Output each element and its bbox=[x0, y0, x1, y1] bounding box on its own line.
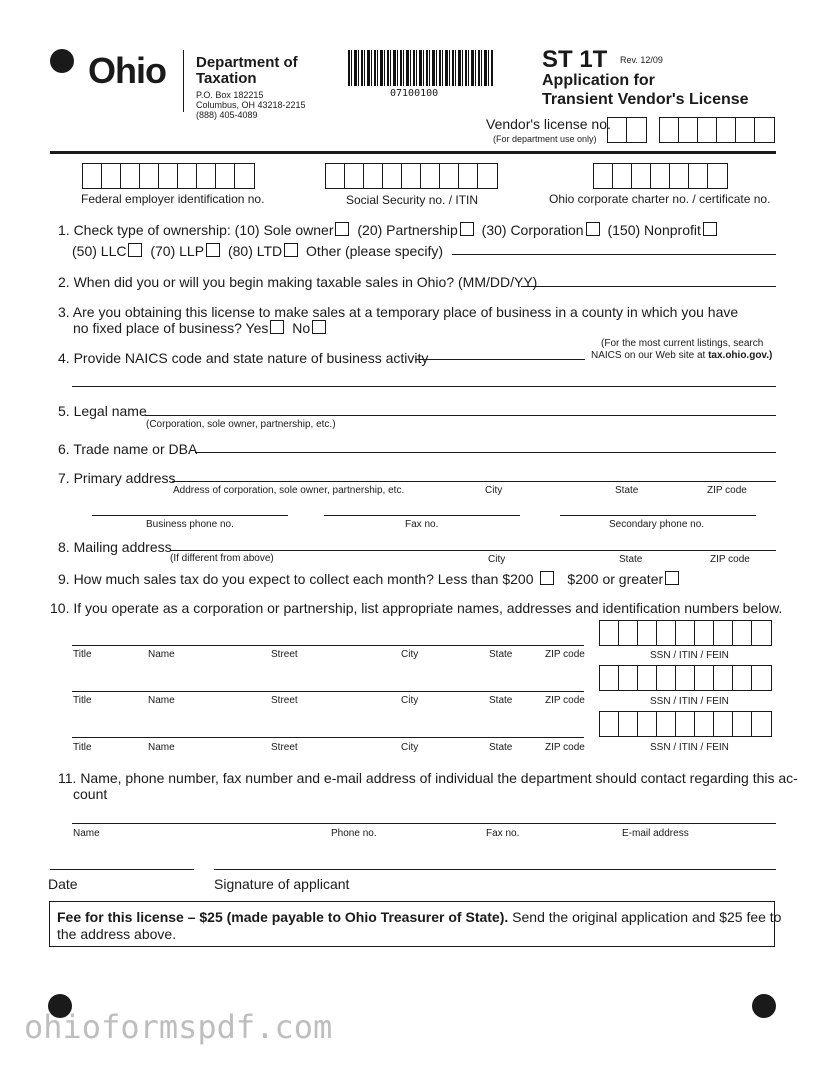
contact-phone-label: Phone no. bbox=[331, 828, 377, 839]
revision: Rev. 12/09 bbox=[620, 55, 663, 65]
naics-note-text: NAICS on our Web site at bbox=[591, 350, 706, 361]
opt-llp: (70) LLP bbox=[150, 243, 205, 259]
vendor-license-note: (For department use only) bbox=[493, 134, 597, 144]
col-state: State bbox=[489, 695, 513, 706]
contact-email-label: E-mail address bbox=[622, 828, 689, 839]
q3-label: 3. Are you obtaining this license to make sales at a temporary place of business in a county in which you have bbox=[58, 304, 739, 320]
officer-line-2[interactable] bbox=[72, 691, 584, 692]
barcode bbox=[348, 50, 494, 86]
opt-corporation: (30) Corporation bbox=[481, 222, 584, 238]
col-city: City bbox=[401, 742, 419, 753]
col-zip: ZIP code bbox=[545, 649, 585, 660]
city-label: City bbox=[485, 485, 503, 496]
col-zip: ZIP code bbox=[545, 695, 585, 706]
business-activity-line[interactable] bbox=[72, 386, 776, 387]
q10-label: 10. If you operate as a corporation or partnership, list appropriate names, addresses and identification numbers below. bbox=[50, 600, 783, 616]
vendor-license-input-a[interactable] bbox=[607, 117, 647, 143]
mailing-address-line[interactable] bbox=[170, 550, 776, 551]
zip-label: ZIP code bbox=[707, 485, 747, 496]
mailing-hint: (If different from above) bbox=[170, 553, 274, 564]
ssn-input[interactable] bbox=[325, 163, 498, 189]
opt-nonprofit: (150) Nonprofit bbox=[607, 222, 701, 238]
trade-name-line[interactable] bbox=[195, 452, 776, 453]
watermark: ohioformspdf.com bbox=[24, 1008, 333, 1046]
legal-name-hint: (Corporation, sole owner, partnership, etc.) bbox=[146, 419, 336, 430]
q5-label: 5. Legal name bbox=[58, 403, 147, 419]
q3-yes: Yes bbox=[245, 320, 269, 336]
mailing-city-label: City bbox=[488, 554, 506, 565]
address-line: P.O. Box 182215 bbox=[196, 90, 264, 100]
q3-label-2: no fixed place of business? bbox=[73, 320, 242, 336]
charter-label: Ohio corporate charter no. / certificate no. bbox=[549, 192, 771, 206]
q6-label: 6. Trade name or DBA bbox=[58, 441, 198, 457]
naics-note: (For the most current listings, search bbox=[601, 338, 764, 349]
checkbox-no[interactable] bbox=[312, 320, 326, 334]
vendor-license-input-b[interactable] bbox=[659, 117, 775, 143]
officer-id-input-2[interactable] bbox=[599, 665, 772, 691]
charter-input[interactable] bbox=[593, 163, 728, 189]
tax-website-link[interactable]: tax.ohio.gov.) bbox=[708, 350, 773, 361]
address-line: Columbus, OH 43218-2215 bbox=[196, 100, 306, 110]
fein-label: Federal employer identification no. bbox=[81, 192, 265, 206]
q4-label: 4. Provide NAICS code and state nature of business activity bbox=[58, 350, 429, 366]
legal-name-line[interactable] bbox=[145, 415, 776, 416]
other-specify-line[interactable] bbox=[452, 254, 776, 255]
naics-note-2 bbox=[591, 350, 772, 361]
checkbox-nonprofit[interactable] bbox=[703, 222, 717, 236]
start-date-line[interactable] bbox=[521, 286, 776, 287]
business-phone-label: Business phone no. bbox=[146, 519, 234, 530]
col-city: City bbox=[401, 695, 419, 706]
q11-label: 11. Name, phone number, fax number and e-mail address of individual the department should contact regarding this ac- bbox=[58, 770, 798, 786]
col-name: Name bbox=[148, 649, 175, 660]
mailing-zip-label: ZIP code bbox=[710, 554, 750, 565]
checkbox-less-than-200[interactable] bbox=[540, 571, 554, 585]
fax-line[interactable] bbox=[324, 515, 520, 516]
col-street: Street bbox=[271, 742, 298, 753]
date-line[interactable] bbox=[50, 869, 194, 870]
col-city: City bbox=[401, 649, 419, 660]
header-rule bbox=[50, 151, 776, 154]
col-title: Title bbox=[73, 649, 92, 660]
col-street: Street bbox=[271, 695, 298, 706]
logo-divider bbox=[183, 50, 184, 112]
form-title-2: Transient Vendor's License bbox=[542, 91, 749, 108]
secondary-phone-label: Secondary phone no. bbox=[609, 519, 705, 530]
officer-line-3[interactable] bbox=[72, 737, 584, 738]
q2-label: 2. When did you or will you begin making taxable sales in Ohio? (MM/DD/YY) bbox=[58, 274, 538, 290]
fee-bold-text: Fee for this license – $25 (made payable to Ohio Treasurer of State). bbox=[57, 909, 509, 925]
col-id: SSN / ITIN / FEIN bbox=[650, 696, 729, 707]
address-line: (888) 405-4089 bbox=[196, 110, 258, 120]
col-state: State bbox=[489, 649, 513, 660]
fein-input[interactable] bbox=[82, 163, 255, 189]
business-phone-line[interactable] bbox=[92, 515, 288, 516]
opt-ltd: (80) LTD bbox=[227, 243, 283, 259]
q8-label: 8. Mailing address bbox=[58, 539, 172, 555]
ohio-logo: Ohio bbox=[88, 50, 166, 91]
q9-label: 9. How much sales tax do you expect to collect each month? Less than $200 bbox=[58, 571, 534, 587]
registration-mark bbox=[752, 994, 776, 1018]
q9-opt2: $200 or greater bbox=[567, 571, 664, 587]
naics-line[interactable] bbox=[415, 359, 585, 360]
ownership-row-2 bbox=[72, 243, 443, 259]
ownership-question: 1. Check type of ownership: bbox=[58, 222, 231, 238]
checkbox-200-or-greater[interactable] bbox=[665, 571, 679, 585]
checkbox-sole-owner[interactable] bbox=[335, 222, 349, 236]
officer-id-input-3[interactable] bbox=[599, 711, 772, 737]
ssn-label: Social Security no. / ITIN bbox=[346, 193, 479, 207]
q9-row bbox=[58, 571, 683, 587]
opt-llc: (50) LLC bbox=[72, 243, 127, 259]
col-id: SSN / ITIN / FEIN bbox=[650, 742, 729, 753]
contact-fax-label: Fax no. bbox=[486, 828, 520, 839]
address-hint: Address of corporation, sole owner, partnership, etc. bbox=[173, 485, 405, 496]
q7-label: 7. Primary address bbox=[58, 470, 176, 486]
signature-label: Signature of applicant bbox=[214, 876, 350, 892]
date-label: Date bbox=[48, 876, 78, 892]
col-name: Name bbox=[148, 695, 175, 706]
q3-no: No bbox=[292, 320, 311, 336]
col-id: SSN / ITIN / FEIN bbox=[650, 650, 729, 661]
ownership-row-1 bbox=[58, 222, 721, 238]
signature-line[interactable] bbox=[214, 869, 776, 870]
officer-line-1[interactable] bbox=[72, 645, 584, 646]
checkbox-llc[interactable] bbox=[128, 243, 142, 257]
fee-text-2: the address above. bbox=[57, 926, 177, 942]
checkbox-llp[interactable] bbox=[206, 243, 220, 257]
fee-box bbox=[49, 901, 782, 947]
q3-row-2 bbox=[73, 320, 330, 336]
checkbox-ltd[interactable] bbox=[284, 243, 298, 257]
fax-label: Fax no. bbox=[405, 519, 439, 530]
col-title: Title bbox=[73, 695, 92, 706]
checkbox-corporation[interactable] bbox=[586, 222, 600, 236]
mailing-state-label: State bbox=[619, 554, 643, 565]
col-street: Street bbox=[271, 649, 298, 660]
state-label: State bbox=[615, 485, 639, 496]
vendor-license-label: Vendor's license no. bbox=[486, 116, 611, 132]
col-zip: ZIP code bbox=[545, 742, 585, 753]
opt-partnership: (20) Partnership bbox=[357, 222, 458, 238]
department-name: Department of bbox=[196, 54, 298, 71]
checkbox-yes[interactable] bbox=[270, 320, 284, 334]
q11-label-2: count bbox=[73, 786, 108, 802]
form-title: Application for bbox=[542, 72, 655, 89]
checkbox-partnership[interactable] bbox=[460, 222, 474, 236]
form-code: ST 1T bbox=[542, 46, 608, 73]
contact-name-label: Name bbox=[73, 828, 100, 839]
registration-mark bbox=[50, 49, 74, 73]
officer-id-input-1[interactable] bbox=[599, 620, 772, 646]
col-name: Name bbox=[148, 742, 175, 753]
col-state: State bbox=[489, 742, 513, 753]
department-name-2: Taxation bbox=[196, 70, 257, 87]
opt-sole-owner: (10) Sole owner bbox=[234, 222, 334, 238]
contact-line[interactable] bbox=[72, 823, 776, 824]
primary-address-line[interactable] bbox=[172, 481, 776, 482]
barcode-number: 07100100 bbox=[390, 88, 439, 99]
opt-other: Other (please specify) bbox=[306, 243, 443, 259]
fee-text: Send the original application and $25 fee to bbox=[508, 909, 782, 925]
secondary-phone-line[interactable] bbox=[560, 515, 756, 516]
col-title: Title bbox=[73, 742, 92, 753]
